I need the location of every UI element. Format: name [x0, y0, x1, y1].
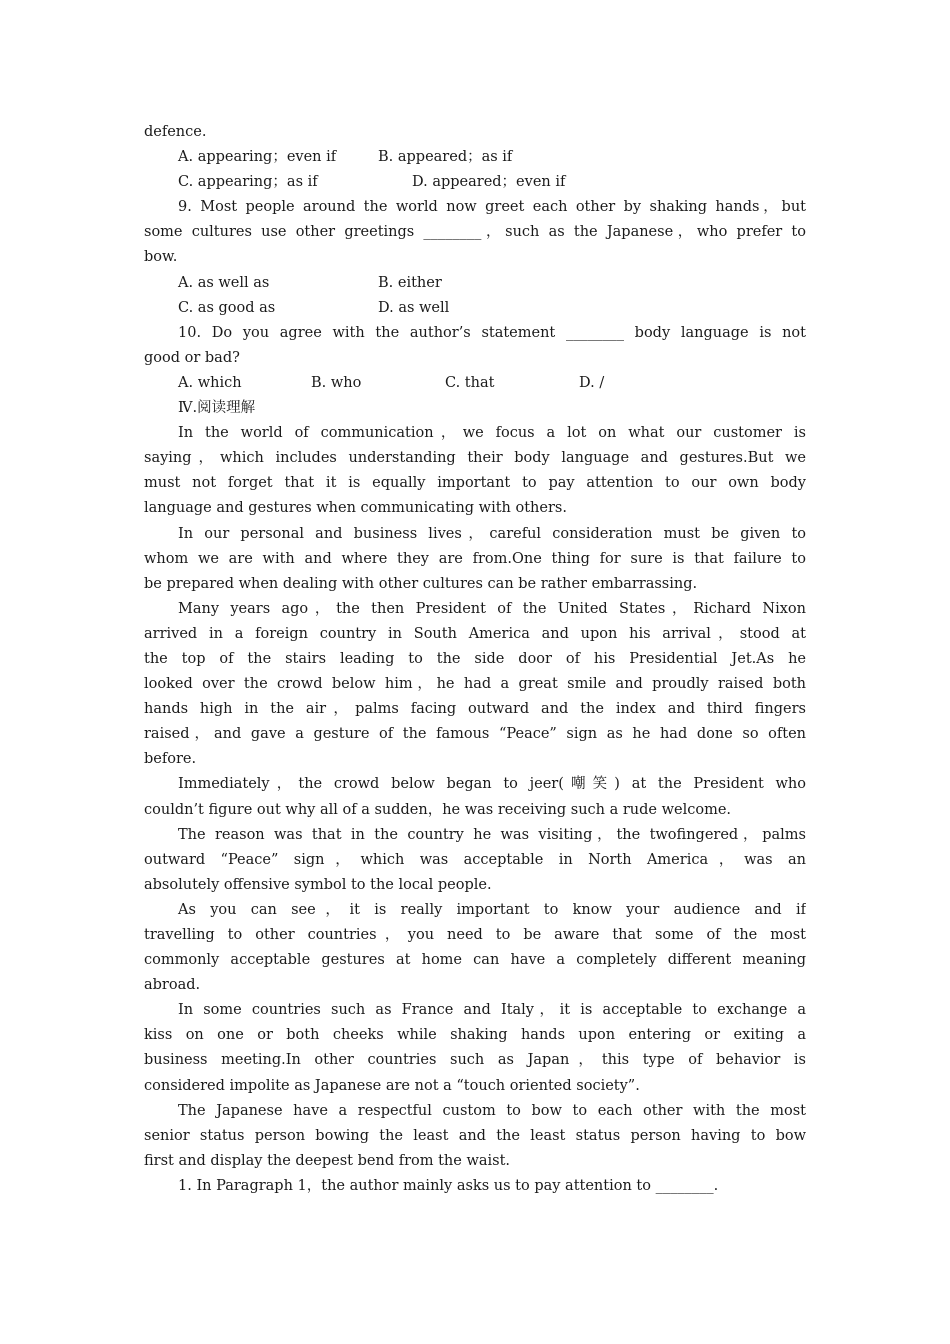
q10-option-d: D. /	[579, 374, 605, 391]
paragraph-8	[144, 1099, 806, 1174]
q9-options-row1	[144, 271, 806, 296]
paragraph-line: looked over the crowd below him，he had a great smile and proudly raised both	[144, 676, 806, 693]
q10-options-row	[144, 371, 806, 396]
paragraph-line: senior status person bowing the least and the least status person having to bow	[144, 1127, 806, 1144]
q10-stem-line2: good or bad?	[144, 349, 240, 366]
paragraph-2	[144, 522, 806, 597]
paragraph-line: saying，which includes understanding their body language and gestures.But we	[144, 450, 806, 467]
q10-stem-line1: 10. Do you agree with the author’s statement ________ body language is not	[178, 324, 806, 341]
q9-stem-line1: 9. Most people around the world now greet each other by shaking hands，but	[178, 199, 806, 216]
paragraph-line: absolutely offensive symbol to the local people.	[144, 876, 492, 893]
q8-option-c: C. appearing；as if	[178, 174, 318, 191]
paragraph-line: kiss on one or both cheeks while shaking hands upon entering or exiting a	[144, 1027, 806, 1044]
paragraph-line: must not forget that it is equally important to pay attention to our own body	[144, 475, 806, 492]
paragraph-7	[144, 998, 806, 1098]
paragraph-line: couldn’t figure out why all of a sudden，he was receiving such a rude welcome.	[144, 801, 732, 818]
paragraph-line: considered impolite as Japanese are not a “touch oriented society”.	[144, 1077, 640, 1094]
q8-options-row1	[144, 145, 806, 170]
paragraph-line: raised，and gave a gesture of the famous “Peace” sign as he had done so often	[144, 726, 806, 743]
q10-option-c: C. that	[445, 374, 495, 391]
paragraph-line: In the world of communication，we focus a lot on what our customer is	[178, 425, 806, 442]
paragraph-line: As you can see，it is really important to know your audience and if	[178, 901, 806, 918]
q8-option-d: D. appeared；even if	[412, 174, 566, 191]
paragraph-5	[144, 823, 806, 898]
paragraph-line: Many years ago，the then President of the United States，Richard Nixon	[178, 600, 806, 617]
paragraph-line: abroad.	[144, 977, 201, 994]
document-page	[144, 120, 806, 1199]
q10-option-b: B. who	[311, 374, 362, 391]
q8-option-b: B. appeared；as if	[378, 149, 513, 166]
paragraph-6	[144, 898, 806, 998]
q9-option-c: C. as good as	[178, 299, 276, 316]
q8-tail: defence.	[144, 124, 207, 140]
q8-options-row2	[144, 170, 806, 195]
paragraph-line: In our personal and business lives，careful consideration must be given to	[178, 525, 806, 542]
paragraph-1	[144, 421, 806, 521]
paragraph-line: arrived in a foreign country in South America and upon his arrival，stood at	[144, 625, 806, 642]
q8-option-a: A. appearing；even if	[178, 149, 337, 166]
q9-stem-line2: some cultures use other greetings ________，such as the Japanese，who prefer to	[144, 224, 806, 241]
q9-options-row2	[144, 296, 806, 321]
paragraph-line: commonly acceptable gestures at home can have a completely different meaning	[144, 952, 806, 969]
paragraph-line: Immediately，the crowd below began to jeer(嘲笑) at the President who	[178, 776, 806, 793]
section-title: Ⅳ.阅读理解	[178, 400, 256, 417]
question-1: 1. In Paragraph 1，the author mainly asks us to pay attention to ________.	[178, 1177, 719, 1194]
paragraph-line: be prepared when dealing with other cultures can be rather embarrassing.	[144, 575, 698, 592]
paragraph-line: In some countries such as France and Italy，it is acceptable to exchange a	[178, 1002, 806, 1019]
q9-option-a: A. as well as	[178, 274, 270, 291]
paragraph-line: The Japanese have a respectful custom to bow to each other with the most	[178, 1102, 806, 1119]
q10-option-a: A. which	[178, 374, 242, 391]
paragraph-4	[144, 772, 806, 822]
paragraph-line: language and gestures when communicating with others.	[144, 500, 567, 517]
paragraph-line: hands high in the air，palms facing outward and the index and third fingers	[144, 701, 806, 718]
q9-option-b: B. either	[378, 274, 442, 291]
paragraph-3	[144, 597, 806, 773]
paragraph-line: outward “Peace” sign，which was acceptable in North America，was an	[144, 851, 806, 868]
paragraph-line: before.	[144, 751, 197, 768]
paragraph-line: whom we are with and where they are from.One thing for sure is that failure to	[144, 550, 806, 567]
paragraph-line: the top of the stairs leading to the side door of his Presidential Jet.As he	[144, 650, 806, 667]
q9-option-d: D. as well	[378, 299, 450, 316]
paragraph-line: The reason was that in the country he was visiting，the twofingered，palms	[178, 826, 806, 843]
paragraph-line: first and display the deepest bend from the waist.	[144, 1152, 511, 1169]
paragraph-line: travelling to other countries，you need to be aware that some of the most	[144, 927, 806, 943]
paragraph-line: business meeting.In other countries such as Japan，this type of behavior is	[144, 1052, 806, 1069]
q9-stem-line3: bow.	[144, 249, 178, 266]
